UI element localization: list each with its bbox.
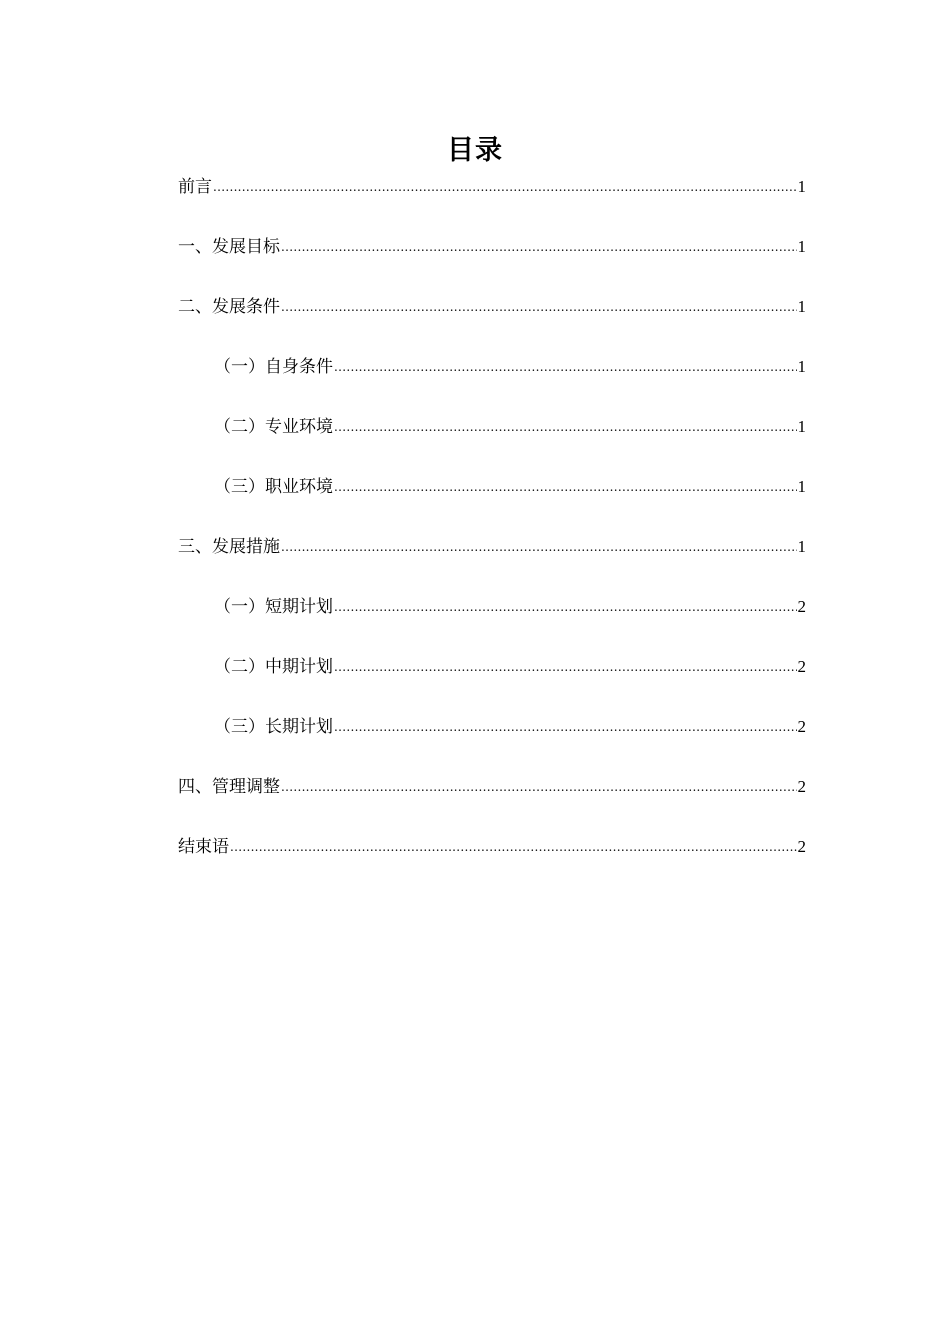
toc-entry-page-number: 1 [797,177,806,196]
toc-entry-page-number: 1 [797,417,806,436]
dot-leader [213,172,797,202]
toc-entry-page-number: 1 [797,237,806,256]
toc-entry-label: （二）中期计划 [214,657,333,677]
toc-entry-page-number: 1 [797,537,806,556]
toc-entry-mid-term-plan[interactable] [178,652,806,712]
dot-leader [281,292,797,322]
dot-leader [334,412,797,442]
toc-entry-preface[interactable] [178,172,806,232]
toc-entry-label: 四、管理调整 [178,777,280,797]
toc-entry-development-conditions[interactable] [178,292,806,352]
toc-entry-development-goals[interactable] [178,232,806,292]
toc-entry-page-number: 1 [797,297,806,316]
toc-entry-professional-environment[interactable] [178,412,806,472]
toc-entry-label: 结束语 [178,837,229,857]
toc-entry-self-conditions[interactable] [178,352,806,412]
dot-leader [334,472,797,502]
toc-entry-label: （一）短期计划 [214,597,333,617]
toc-title: 目录 [447,135,503,166]
toc-entry-page-number: 1 [797,357,806,376]
toc-entry-label: 二、发展条件 [178,297,280,317]
toc-entry-page-number: 2 [797,777,806,796]
dot-leader [230,832,797,862]
toc-entry-label: 三、发展措施 [178,537,280,557]
dot-leader [281,232,797,262]
dot-leader [334,592,797,622]
toc-entry-page-number: 2 [797,837,806,856]
toc-entry-long-term-plan[interactable] [178,712,806,772]
toc-entry-page-number: 2 [797,717,806,736]
dot-leader [334,652,797,682]
toc-entry-label: （三）职业环境 [214,477,333,497]
dot-leader [334,352,797,382]
dot-leader [281,532,797,562]
toc-entry-label: （二）专业环境 [214,417,333,437]
dot-leader [281,772,797,802]
toc-entry-label: （一）自身条件 [214,357,333,377]
toc-entry-label: 前言 [178,177,212,197]
table-of-contents [178,172,806,892]
toc-entry-page-number: 2 [797,657,806,676]
dot-leader [334,712,797,742]
toc-entry-short-term-plan[interactable] [178,592,806,652]
toc-entry-page-number: 1 [797,477,806,496]
toc-entry-career-environment[interactable] [178,472,806,532]
toc-entry-page-number: 2 [797,597,806,616]
toc-entry-development-measures[interactable] [178,532,806,592]
toc-entry-management-adjustment[interactable] [178,772,806,832]
toc-entry-label: 一、发展目标 [178,237,280,257]
toc-entry-conclusion[interactable] [178,832,806,892]
toc-entry-label: （三）长期计划 [214,717,333,737]
